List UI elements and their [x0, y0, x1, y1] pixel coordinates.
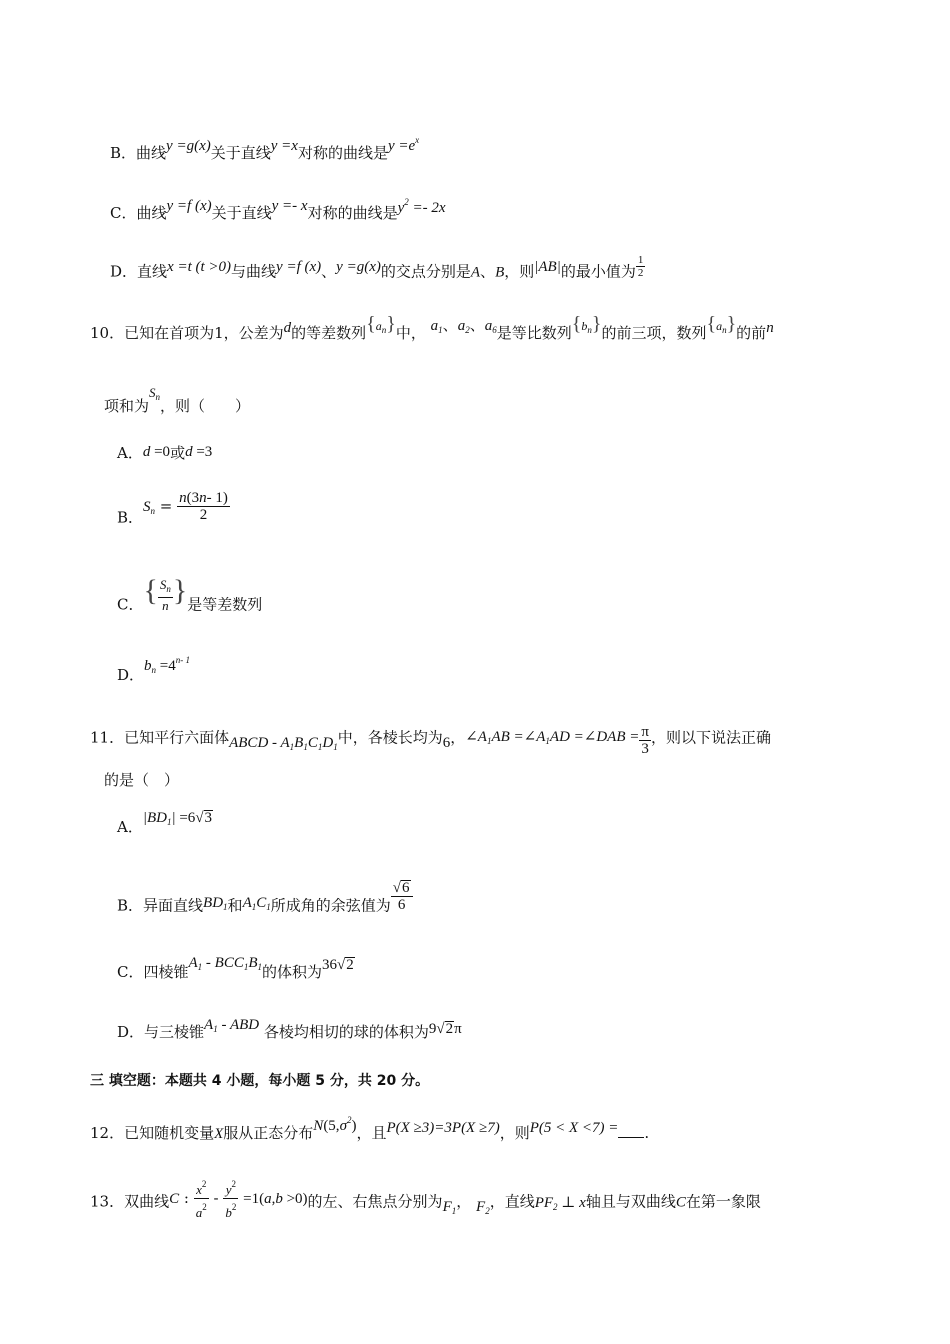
question-number: 13．	[90, 1192, 125, 1211]
text: 在第一象限	[685, 1192, 761, 1211]
text: ，直线	[489, 1192, 535, 1211]
text: 是等差数列	[187, 595, 263, 614]
question-number: 11．	[90, 728, 125, 747]
answer-blank	[618, 1125, 644, 1138]
q11-option-a	[117, 810, 213, 842]
text: 所成角的余弦值为	[270, 896, 391, 915]
math-sn: $S_n$	[149, 385, 161, 402]
math-a1-a2-a6: $a_1$、$a_2$、$a_6$	[430, 318, 497, 335]
math-set-bn: $\{b_n\}$	[571, 313, 602, 335]
point-b: B	[495, 264, 505, 281]
q10-stem-line1	[90, 313, 774, 348]
point-a: A	[470, 264, 481, 281]
math-bd1: $BD_1$	[203, 894, 228, 912]
q11-stem-line1	[90, 722, 771, 755]
option-label: B．	[117, 896, 144, 915]
text: 的交点分别是	[380, 262, 471, 281]
option-label: A．	[117, 444, 143, 462]
q9-option-b	[110, 135, 420, 164]
math-abs-ab: |AB|	[534, 258, 561, 275]
text: ，	[450, 728, 466, 747]
option-label: B．	[110, 144, 137, 162]
math-f1: $F_1$	[442, 1198, 457, 1216]
text: 关于直线	[211, 204, 272, 222]
text: 对称的曲线是	[297, 144, 388, 162]
q12-stem	[90, 1115, 650, 1144]
math-x: X	[214, 1126, 224, 1142]
text: 直线	[137, 262, 168, 281]
text: 的前	[736, 324, 767, 342]
math-9-sqrt2-pi: 9√2π	[428, 1021, 462, 1037]
math-prob-query: P(5 < X <7) =	[529, 1120, 619, 1136]
math-y-eq-ex: $y =e^x$	[387, 135, 420, 154]
q11-stem-line2	[104, 770, 179, 790]
text: 和	[227, 896, 243, 915]
math-c: C	[675, 1194, 686, 1211]
text: ，则以下说法正确	[650, 728, 771, 747]
math-y-eq-gx: y =g(x)	[336, 258, 381, 275]
math-six: 6	[442, 734, 451, 751]
q10-option-d	[117, 655, 190, 690]
text: 中，	[395, 324, 426, 342]
q11-option-b	[117, 880, 413, 923]
math-36-sqrt2: 36√2	[322, 957, 354, 973]
q10-option-b	[117, 490, 230, 535]
q11-option-c	[117, 955, 355, 987]
math-pf2-perp-x: $PF_2$ ⊥ x	[534, 1194, 586, 1212]
text: 的等差数列	[291, 324, 367, 342]
text: 已知随机变量	[124, 1124, 215, 1142]
q13-stem	[90, 1180, 761, 1225]
math-f2: $F_2$	[476, 1198, 490, 1216]
math-y2-eq-neg-2x: $y^2 =- 2x$	[397, 197, 446, 216]
text: 中，各棱长均为	[337, 728, 443, 747]
option-label: D．	[110, 262, 138, 281]
option-label: B．	[117, 508, 144, 527]
text: ，且	[356, 1124, 387, 1142]
text: 轴且与双曲线	[585, 1192, 676, 1211]
text: 的左、右焦点分别为	[307, 1192, 443, 1211]
question-number: 12．	[90, 1124, 125, 1142]
math-x-eq-t: x =t (t >0)	[167, 258, 232, 275]
option-label: A．	[117, 818, 143, 836]
text: 或	[170, 444, 186, 462]
text: 的是（ ）	[104, 771, 180, 789]
text: ，则	[499, 1124, 530, 1142]
text: 与三棱锥	[144, 1023, 205, 1041]
math-sn-formula: $S_n$ = $\frac{n(3n- 1)}{2}$	[143, 490, 228, 523]
math-d-eq-3: d =3	[185, 444, 213, 460]
math-sqrt6-over-6: $\frac{√6}{6}$	[391, 880, 413, 913]
math-y-eq-neg-x: y =- x	[271, 198, 308, 214]
section-heading: 三 填空题：本题共 4 小题，每小题 5 分，共 20 分。	[90, 1073, 430, 1089]
math-y-eq-x: y =x	[270, 138, 298, 154]
text: 已知在首项为1，公差为	[124, 324, 284, 342]
math-angle-equality: $\angle A_1AB$ $=\angle A_1AD$ =∠DAB =	[465, 728, 640, 746]
text: 、	[321, 262, 337, 281]
math-pi-over-3: $\frac{\pi}{3}$	[641, 724, 649, 757]
text: 、	[480, 262, 496, 281]
text: 四棱锥	[143, 963, 189, 981]
text: 与曲线	[231, 262, 277, 281]
math-pyramid-a1-bcc1b1: $A_1 - BCC_1B_1$	[188, 955, 263, 972]
math-set-an: $\{a_n\}$	[706, 313, 737, 335]
text: 曲线	[136, 144, 167, 162]
option-label: D．	[117, 1023, 145, 1041]
q11-option-d	[117, 1017, 462, 1047]
text: ，则（ ）	[160, 397, 251, 415]
q10-option-c	[117, 573, 263, 624]
math-y-eq-fx: y =f (x)	[166, 198, 212, 214]
option-label: D．	[117, 666, 145, 684]
math-n: n	[766, 320, 774, 336]
text: 关于直线	[210, 144, 271, 162]
math-bn-eq-4: $b_n =4^{n- 1}$	[144, 655, 190, 675]
text: ，则	[504, 262, 535, 281]
math-hyperbola: C : $\frac{x^2}{a^2}$ - $\frac{y^2}{b^2}$ =1(a,b >0)	[169, 1189, 307, 1207]
text: 的前三项，数列	[601, 324, 707, 342]
math-a1c1: $A_1C_1$	[242, 894, 271, 912]
text: 曲线	[136, 204, 167, 222]
q10-option-a	[117, 443, 212, 464]
math-set-an: $\{a_n\}$	[366, 313, 396, 335]
text: 异面直线	[143, 896, 204, 915]
math-normal-dist: $N(5,\sigma^2)$	[313, 1115, 357, 1134]
math-y-eq-gx: y =g(x)	[166, 138, 211, 154]
text: 对称的曲线是	[307, 204, 398, 222]
q9-option-d	[110, 254, 645, 285]
option-label: C．	[117, 963, 144, 981]
text: 已知平行六面体	[124, 728, 230, 747]
text: 服从正态分布	[223, 1124, 314, 1142]
text: 项和为	[104, 397, 150, 415]
q10-stem-line2	[104, 385, 251, 421]
option-label: C．	[117, 595, 144, 614]
math-parallelepiped: ABCD - $A_1B_1C_1D_1$	[229, 734, 338, 752]
text: 的最小值为	[560, 262, 636, 281]
math-d-eq-0: d =0	[142, 444, 171, 460]
math-d: d	[283, 320, 292, 336]
math-abs-bd1: $|BD_1| =6√3$	[142, 810, 213, 827]
text: 是等比数列	[496, 324, 572, 342]
math-prob-equation: P(X ≥3)=3P(X ≥7)	[386, 1120, 500, 1136]
math-set-sn-over-n: { $\frac{S_n}{n}$ }	[143, 573, 188, 613]
text: 各棱均相切的球的体积为	[263, 1023, 429, 1041]
text: 双曲线	[124, 1192, 170, 1211]
text: .	[644, 1124, 650, 1142]
question-number: 10．	[90, 324, 125, 342]
option-label: C．	[110, 204, 137, 222]
math-pyramid-a1-abd: $A_1$ - ABD	[204, 1017, 260, 1034]
math-y-eq-fx: y =f (x)	[276, 258, 322, 275]
text: ，	[456, 1192, 472, 1211]
text: 的体积为	[262, 963, 323, 981]
math-one-half: $\frac{1}{2}$	[637, 254, 644, 279]
q9-option-c	[110, 198, 446, 224]
